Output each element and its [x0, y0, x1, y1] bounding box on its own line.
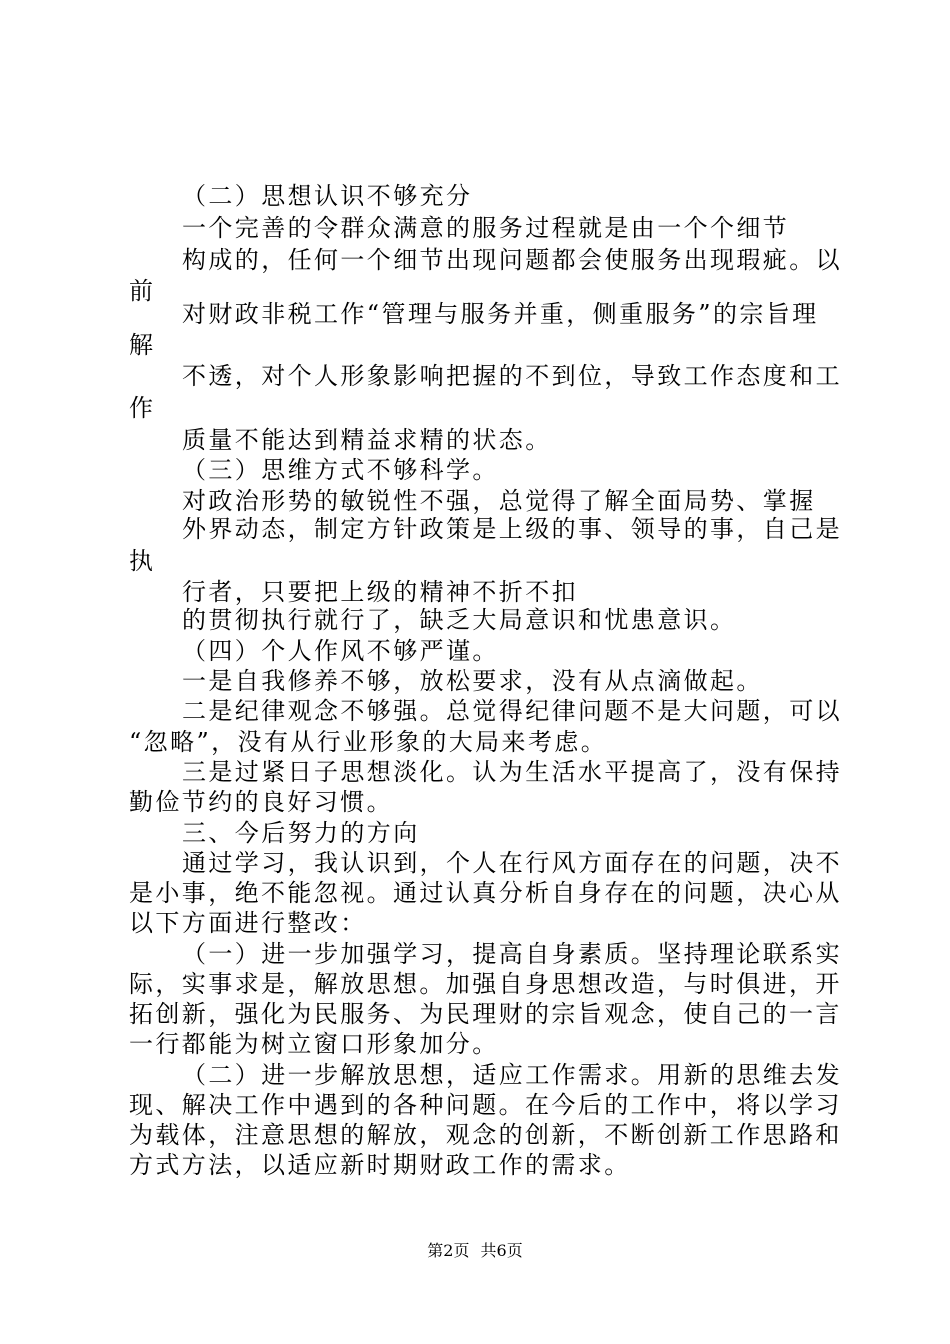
text-line: 现、解决工作中遇到的各种问题。在今后的工作中，将以学习 [129, 1091, 842, 1119]
text-line: （一）进一步加强学习，提高自身素质。坚持理论联系实 [182, 940, 842, 968]
text-line: 对政治形势的敏锐性不强，总觉得了解全面局势、掌握 [182, 487, 816, 515]
text-line: 外界动态，制定方针政策是上级的事、领导的事，自己是 [182, 515, 842, 543]
text-line: 二是纪律观念不够强。总觉得纪律问题不是大问题，可以 [182, 697, 842, 725]
text-line: 质量不能达到精益求精的状态。 [182, 426, 552, 454]
page-footer [0, 1240, 950, 1262]
text-line: 为载体，注意思想的解放，观念的创新，不断创新工作思路和 [129, 1121, 842, 1149]
page-total: 共6页 [480, 1241, 523, 1260]
text-line: 勤俭节约的良好习惯。 [129, 788, 393, 816]
text-line: 执 [129, 547, 156, 575]
text-line: 三是过紧日子思想淡化。认为生活水平提高了，没有保持 [182, 758, 842, 786]
text-line: 一个完善的令群众满意的服务过程就是由一个个细节 [182, 214, 790, 242]
text-line: 拓创新，强化为民服务、为民理财的宗旨观念，使自己的一言 [129, 1000, 842, 1028]
text-line: “忽略”，没有从行业形象的大局来考虑。 [129, 728, 608, 756]
section-heading: 三、今后努力的方向 [182, 819, 420, 847]
text-line: 构成的，任何一个细节出现问题都会使服务出现瑕疵。以 [182, 246, 842, 274]
text-line: 际，实事求是，解放思想。加强自身思想改造，与时俱进，开 [129, 970, 842, 998]
text-line: 作 [129, 394, 156, 422]
text-line: 解 [129, 331, 156, 359]
section-heading: （四）个人作风不够严谨。 [182, 637, 499, 665]
page-number: 第2页 [427, 1241, 470, 1260]
text-line: 方式方法，以适应新时期财政工作的需求。 [129, 1151, 631, 1179]
section-heading: （三）思维方式不够科学。 [182, 456, 499, 484]
text-line: 一行都能为树立窗口形象加分。 [129, 1030, 499, 1058]
text-line: 对财政非税工作“管理与服务并重，侧重服务”的宗旨理 [182, 300, 819, 328]
text-line: （二）进一步解放思想，适应工作需求。用新的思维去发 [182, 1061, 842, 1089]
text-line: （二）思想认识不够充分 [182, 182, 473, 210]
text-line: 前 [129, 277, 156, 305]
text-line: 是小事，绝不能忽视。通过认真分析自身存在的问题，决心从 [129, 879, 842, 907]
text-line: 以下方面进行整改： [129, 909, 367, 937]
text-line: 的贯彻执行就行了，缺乏大局意识和忧患意识。 [182, 606, 737, 634]
text-line: 行者，只要把上级的精神不折不扣 [182, 578, 578, 606]
text-line: 通过学习，我认识到，个人在行风方面存在的问题，决不 [182, 849, 842, 877]
text-line: 不透，对个人形象影响把握的不到位，导致工作态度和工 [182, 362, 842, 390]
text-line: 一是自我修养不够，放松要求，没有从点滴做起。 [182, 667, 763, 695]
